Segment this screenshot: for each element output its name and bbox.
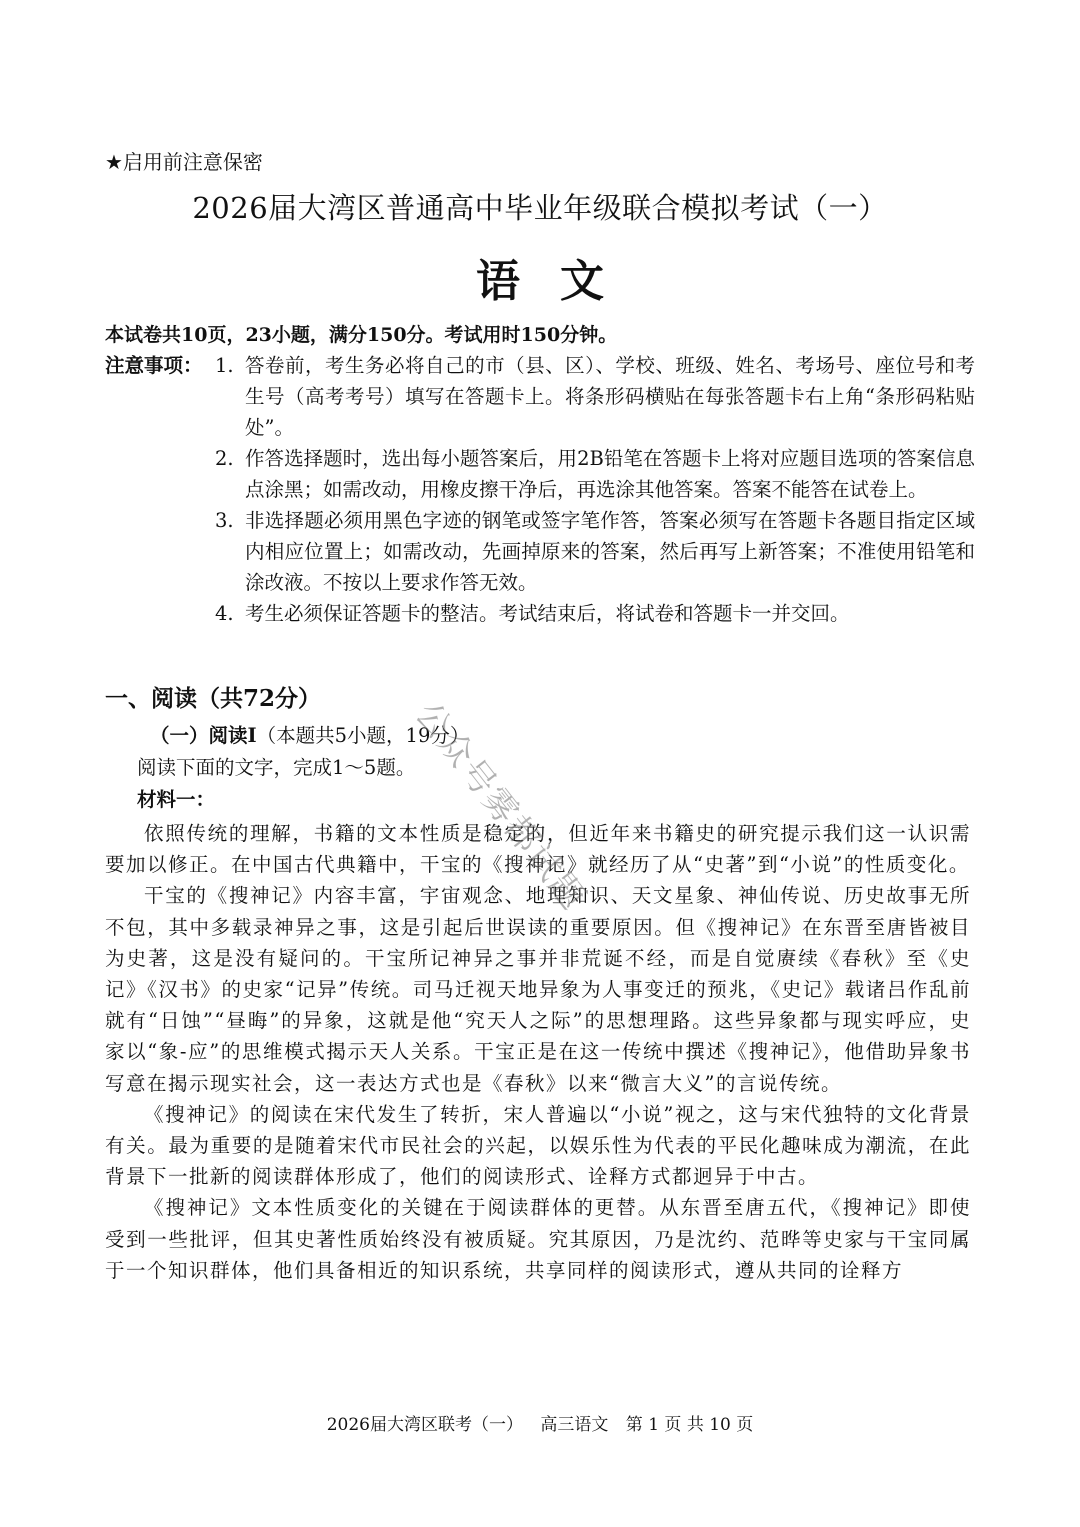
note-text: 答卷前，考生务必将自己的市（县、区）、学校、班级、姓名、考场号、座位号和考生号（高考考号）填写在答题卡上。将条形码横贴在每张答题卡右上角“条形码粘贴处”。: [245, 354, 975, 439]
exam-summary: 本试卷共10页，23小题，满分150分。考试用时150分钟。: [105, 324, 618, 346]
exam-title: 2026届大湾区普通高中毕业年级联合模拟考试（一）: [192, 191, 888, 225]
confidential-notice: ★启用前注意保密: [105, 150, 263, 174]
note-text: 考生必须保证答题卡的整洁。考试结束后，将试卷和答题卡一并交回。: [245, 602, 850, 625]
note-number: 1.: [215, 354, 234, 377]
note-item: [105, 350, 975, 443]
section-heading: 一、阅读（共72分）: [105, 685, 322, 712]
note-item: [105, 598, 975, 629]
passage-paragraph: 《搜神记》文本性质变化的关键在于阅读群体的更替。从东晋至唐五代，《搜神记》即使受到一些批评，但其史著性质始终没有被质疑。究其原因，乃是沈约、范晔等史家与干宝同属于一个知识群体，他们具备相近的知识系统，共享同样的阅读形式，遵从共同的诠释方: [105, 1196, 971, 1282]
note-item: [105, 505, 975, 598]
footer-subject: 高三语文: [540, 1415, 609, 1435]
footer-exam: 2026届大湾区联考（一）: [326, 1415, 523, 1435]
reading-passage: [105, 818, 971, 1286]
passage-paragraph: 干宝的《搜神记》内容丰富，宇宙观念、地理知识、天文星象、神仙传说、历史故事无所不包，其中多载录神异之事，这是引起后世误读的重要原因。但《搜神记》在东晋至唐皆被目为史著，这是没有疑问的。干宝所记神异之事并非荒诞不经，而是自觉赓续《春秋》至《史记》《汉书》的史家“记异”传统。司马迁视天地异象为人事变迁的预兆，《史记》载诸吕作乱前就有“日蚀”“昼晦”的异象，这就是他“究天人之际”的思想理路。这些异象都与现实呼应，史家以“象-应”的思维模式揭示天人关系。干宝正是在这一传统中撰述《搜神记》，他借助异象书写意在揭示现实社会，这一表达方式也是《春秋》以来“微言大义”的言说传统。: [105, 884, 971, 1095]
subsection-heading: [150, 720, 469, 748]
note-number: 2.: [215, 447, 234, 470]
subject-title: 语文: [476, 256, 644, 307]
subsection-title: （一）阅读I: [150, 724, 257, 747]
note-item: [105, 443, 975, 505]
watermark: 公众号雾都试题: [407, 694, 594, 919]
reading-instruction: 阅读下面的文字，完成1～5题。: [137, 756, 416, 779]
note-text: 非选择题必须用黑色字迹的钢笔或签字笔作答，答案必须写在答题卡各题目指定区域内相应位置上；如需改动，先画掉原来的答案，然后再写上新答案；不准使用铅笔和涂改液。不按以上要求作答无效。: [245, 509, 975, 594]
passage-paragraph: 依照传统的理解，书籍的文本性质是稳定的，但近年来书籍史的研究提示我们这一认识需要加以修正。在中国古代典籍中，干宝的《搜神记》就经历了从“史著”到“小说”的性质变化。: [105, 822, 971, 877]
note-number: 4.: [215, 602, 234, 625]
page-footer: [0, 1410, 1080, 1435]
note-number: 3.: [215, 509, 234, 532]
material-label: 材料一：: [137, 788, 216, 811]
note-text: 作答选择题时，选出每小题答案后，用2B铅笔在答题卡上将对应题目选项的答案信息点涂黑；如需改动，用橡皮擦干净后，再选涂其他答案。答案不能答在试卷上。: [245, 447, 975, 501]
subsection-scoring: （本题共5小题，19分）: [256, 724, 470, 747]
footer-page-info: 第 1 页 共 10 页: [625, 1415, 754, 1435]
notes-label: 注意事项：: [105, 354, 203, 377]
passage-paragraph: 《搜神记》的阅读在宋代发生了转折，宋人普遍以“小说”视之，这与宋代独特的文化背景有关。最为重要的是随着宋代市民社会的兴起，以娱乐性为代表的平民化趣味成为潮流，在此背景下一批新的阅读群体形成了，他们的阅读形式、诠释方式都迥异于中古。: [105, 1102, 971, 1189]
exam-notes: [105, 350, 975, 629]
